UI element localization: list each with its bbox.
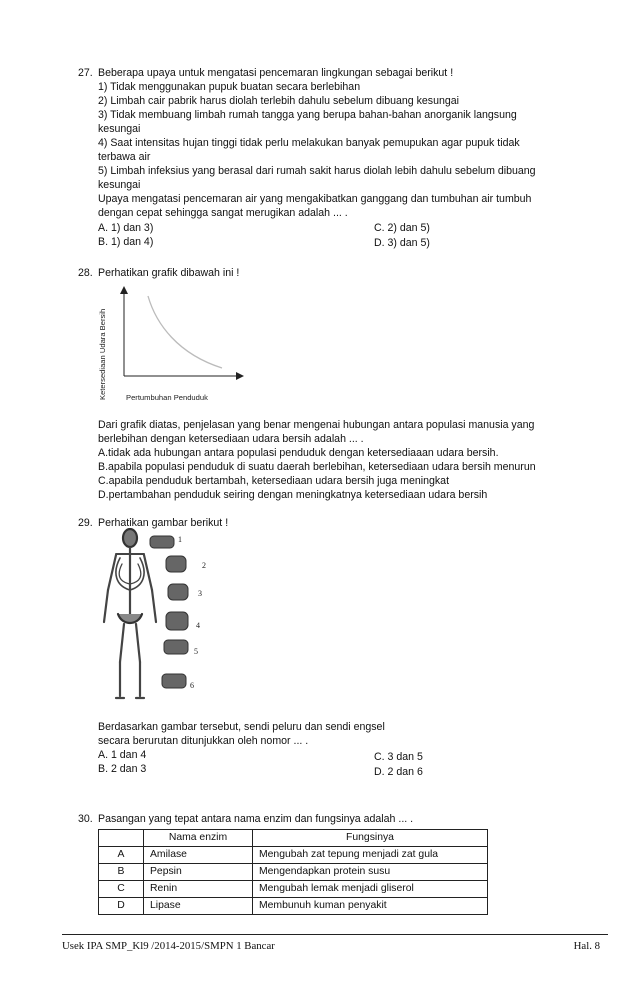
question-text: berlebihan dengan ketersediaan udara bersih adalah ... . bbox=[98, 433, 364, 445]
enzyme-table bbox=[98, 829, 488, 915]
question-stem: Perhatikan grafik dibawah ini ! bbox=[98, 267, 240, 279]
question-text: secara berurutan ditunjukkan oleh nomor ... . bbox=[98, 735, 309, 747]
option-b[interactable]: B.apabila populasi penduduk di suatu daerah berlebihan, ketersediaan udara bersih menurun bbox=[98, 461, 536, 473]
label-1: 1 bbox=[178, 535, 182, 544]
label-2: 2 bbox=[202, 561, 206, 570]
list-item: terbawa air bbox=[98, 151, 151, 163]
label-3: 3 bbox=[198, 589, 202, 598]
label-6: 6 bbox=[190, 681, 194, 690]
table-header: Nama enzim bbox=[144, 830, 253, 847]
option-b[interactable]: B. 2 dan 3 bbox=[98, 763, 147, 775]
row-letter: B bbox=[99, 864, 144, 881]
enzyme-function: Mengubah lemak menjadi gliserol bbox=[253, 881, 488, 898]
joint-image-6 bbox=[162, 674, 186, 688]
list-item: 1) Tidak menggunakan pupuk buatan secara berlebihan bbox=[98, 81, 361, 93]
option-c[interactable]: C. 3 dan 5 bbox=[374, 751, 423, 763]
joint-image-2 bbox=[166, 556, 186, 572]
table-header-row bbox=[99, 830, 488, 847]
option-c[interactable]: C.apabila penduduk bertambah, ketersediaan udara bersih juga meningkat bbox=[98, 475, 450, 487]
enzyme-function: Membunuh kuman penyakit bbox=[253, 898, 488, 915]
list-item: 2) Limbah cair pabrik harus diolah terlebih dahulu sebelum dibuang kesungai bbox=[98, 95, 460, 107]
enzyme-function: Mengendapkan protein susu bbox=[253, 864, 488, 881]
question-28-text bbox=[78, 418, 588, 502]
question-text: Berdasarkan gambar tersebut, sendi peluru dan sendi engsel bbox=[98, 721, 385, 733]
population-air-graph bbox=[88, 284, 288, 414]
enzyme-name: Renin bbox=[144, 881, 253, 898]
joint-image-3 bbox=[168, 584, 188, 600]
question-number: 27. bbox=[78, 67, 93, 79]
question-stem: Beberapa upaya untuk mengatasi pencemaran lingkungan sebagai berikut ! bbox=[98, 67, 454, 79]
skeleton-joints-figure bbox=[98, 528, 228, 706]
table-header bbox=[99, 830, 144, 847]
decreasing-curve bbox=[148, 296, 222, 368]
list-item: kesungai bbox=[98, 179, 141, 191]
joint-image-1 bbox=[150, 536, 174, 548]
option-b[interactable]: B. 1) dan 4) bbox=[98, 236, 154, 248]
table-row[interactable] bbox=[99, 881, 488, 898]
option-a[interactable]: A.tidak ada hubungan antara populasi penduduk dengan ketersediaaan udara bersih. bbox=[98, 447, 499, 459]
question-number: 28. bbox=[78, 267, 93, 279]
enzyme-name: Amilase bbox=[144, 847, 253, 864]
question-30 bbox=[78, 812, 588, 826]
label-5: 5 bbox=[194, 647, 198, 656]
row-letter: D bbox=[99, 898, 144, 915]
option-d[interactable]: D. 3) dan 5) bbox=[374, 237, 430, 249]
list-item: kesungai bbox=[98, 123, 141, 135]
option-a[interactable]: A. 1) dan 3) bbox=[98, 222, 154, 234]
table-row[interactable] bbox=[99, 864, 488, 881]
question-number: 29. bbox=[78, 517, 93, 529]
list-item: 5) Limbah infeksius yang berasal dari rumah sakit harus diolah lebih dahulu sebelum dibuang bbox=[98, 165, 536, 177]
y-axis-label: Ketersediaan Udara Bersih bbox=[98, 308, 107, 400]
option-c[interactable]: C. 2) dan 5) bbox=[374, 222, 430, 234]
question-29-text bbox=[78, 720, 588, 748]
question-stem: Pasangan yang tepat antara nama enzim dan fungsinya adalah ... . bbox=[98, 813, 414, 825]
option-d[interactable]: D.pertambahan penduduk seiring dengan meningkatnya ketersediaan udara bersih bbox=[98, 489, 488, 501]
x-axis-label: Pertumbuhan Penduduk bbox=[126, 393, 208, 402]
footer-text: Usek IPA SMP_Kl9 /2014-2015/SMPN 1 Bancar bbox=[62, 940, 275, 952]
question-stem: Perhatikan gambar berikut ! bbox=[98, 517, 229, 529]
row-letter: A bbox=[99, 847, 144, 864]
question-text: dengan cepat sehingga sangat merugikan adalah ... . bbox=[98, 207, 348, 219]
question-text: Dari grafik diatas, penjelasan yang benar mengenai hubungan antara populasi manusia yang bbox=[98, 419, 535, 431]
skull-icon bbox=[123, 529, 137, 547]
label-4: 4 bbox=[196, 621, 200, 630]
enzyme-name: Pepsin bbox=[144, 864, 253, 881]
option-d[interactable]: D. 2 dan 6 bbox=[374, 766, 423, 778]
table-row[interactable] bbox=[99, 847, 488, 864]
page-number: Hal. 8 bbox=[573, 940, 600, 952]
joint-image-5 bbox=[164, 640, 188, 654]
table-row[interactable] bbox=[99, 898, 488, 915]
question-text: Upaya mengatasi pencemaran air yang mengakibatkan ganggang dan tumbuhan air tumbuh bbox=[98, 193, 532, 205]
page-footer bbox=[62, 934, 608, 953]
enzyme-name: Lipase bbox=[144, 898, 253, 915]
question-28 bbox=[78, 266, 588, 280]
table-header: Fungsinya bbox=[253, 830, 488, 847]
option-a[interactable]: A. 1 dan 4 bbox=[98, 749, 147, 761]
row-letter: C bbox=[99, 881, 144, 898]
joint-image-4 bbox=[166, 612, 188, 630]
question-27 bbox=[78, 66, 588, 220]
list-item: 3) Tidak membuang limbah rumah tangga yang berupa bahan-bahan anorganik langsung bbox=[98, 109, 517, 121]
enzyme-function: Mengubah zat tepung menjadi zat gula bbox=[253, 847, 488, 864]
question-number: 30. bbox=[78, 813, 93, 825]
list-item: 4) Saat intensitas hujan tinggi tidak perlu melakukan banyak pemupukan agar pupuk tidak bbox=[98, 137, 520, 149]
